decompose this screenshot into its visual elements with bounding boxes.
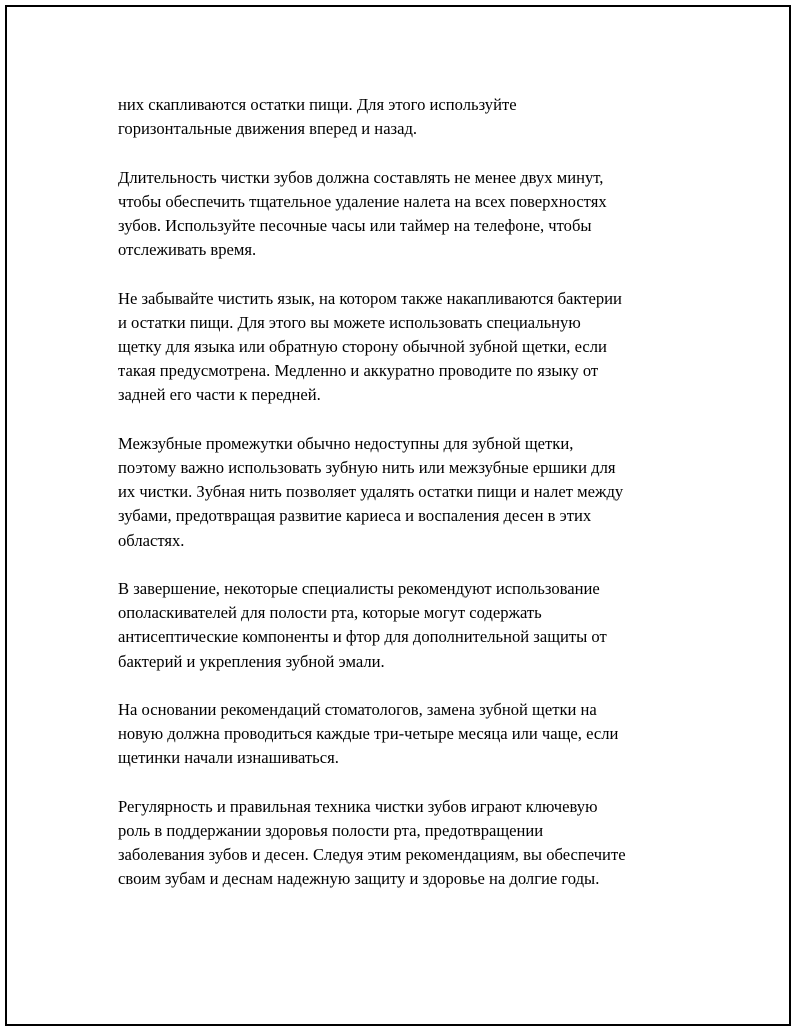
paragraph: [118, 287, 698, 408]
text-line: Длительность чистки зубов должна составлять не менее двух минут,: [118, 167, 604, 187]
paragraph: [118, 432, 698, 553]
text-line: Межзубные промежутки обычно недоступны для зубной щетки,: [118, 433, 574, 453]
paragraph: [118, 698, 698, 771]
text-line: такая предусмотрена. Медленно и аккуратно проводите по языку от: [118, 361, 599, 381]
text-line: зубов. Используйте песочные часы или таймер на телефоне, чтобы: [118, 216, 592, 235]
text-line: новую должна проводиться каждые три-четыре месяца или чаще, если: [118, 724, 619, 744]
text-line: бактерий и укрепления зубной эмали.: [118, 651, 385, 671]
text-line: заболевания зубов и десен. Следуя этим рекомендациям, вы обеспечите: [118, 845, 626, 865]
text-line: их чистки. Зубная нить позволяет удалять остатки пищи и налет между: [118, 482, 624, 502]
text-line: задней его части к передней.: [118, 385, 321, 405]
text-line: Не забывайте чистить язык, на котором также накапливаются бактерии: [118, 288, 622, 308]
paragraph: [118, 577, 698, 674]
text-line: зубами, предотвращая развитие кариеса и воспаления десен в этих: [118, 506, 592, 526]
text-line: На основании рекомендаций стоматологов, замена зубной щетки на: [118, 700, 597, 719]
paragraph: [118, 795, 698, 892]
text-line: своим зубам и деснам надежную защиту и здоровье на долгие годы.: [118, 869, 600, 889]
text-line: отслеживать время.: [118, 240, 257, 260]
text-line: и остатки пищи. Для этого вы можете использовать специальную: [118, 312, 581, 332]
text-line: областях.: [118, 530, 185, 550]
paragraph: [118, 166, 698, 263]
text-line: щетинки начали изнашиваться.: [118, 748, 339, 768]
text-line: Регулярность и правильная техника чистки зубов играют ключевую: [118, 796, 598, 816]
text-line: горизонтальные движения вперед и назад.: [118, 119, 418, 139]
text-line: чтобы обеспечить тщательное удаление налета на всех поверхностях: [118, 191, 607, 211]
text-line: щетку для языка или обратную сторону обычной зубной щетки, если: [118, 337, 607, 356]
text-line: В завершение, некоторые специалисты рекомендуют использование: [118, 579, 600, 598]
text-line: роль в поддержании здоровья полости рта, предотвращении: [118, 821, 544, 840]
text-line: них скапливаются остатки пищи. Для этого используйте: [118, 95, 517, 114]
text-line: антисептические компоненты и фтор для дополнительной защиты от: [118, 627, 607, 647]
paragraph: [118, 93, 698, 141]
text-line: поэтому важно использовать зубную нить или межзубные ершики для: [118, 458, 616, 477]
text-line: ополаскивателей для полости рта, которые могут содержать: [118, 603, 542, 623]
document-body: [118, 93, 698, 916]
